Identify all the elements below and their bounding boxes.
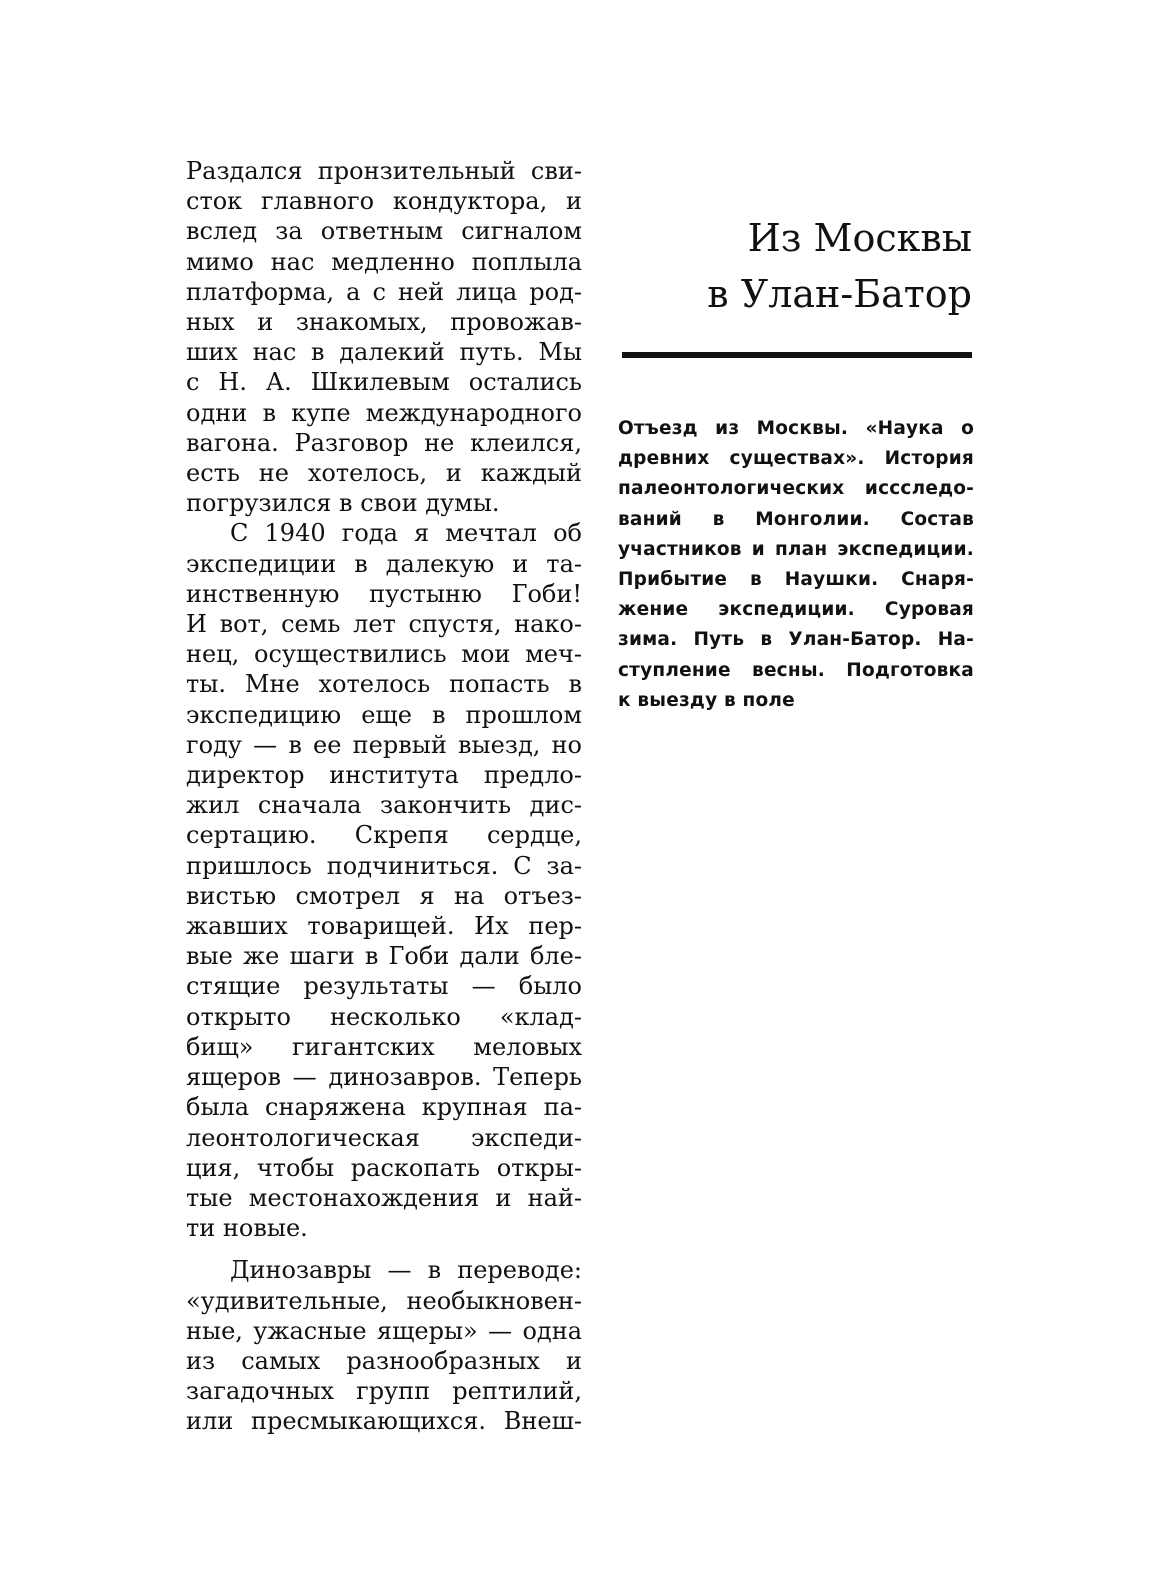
text-line: вистью смотрел я на отъез- [186, 881, 582, 910]
text-line: нец, осуществились мои меч- [186, 640, 582, 669]
text-line: вслед за ответным сигналом [186, 217, 582, 246]
chapter-title-line-2: в Улан-Батор [707, 272, 972, 316]
text-line: погрузился в свои думы. [186, 489, 500, 518]
text-line: ти новые. [186, 1214, 308, 1243]
chapter-title [622, 210, 972, 322]
chapter-title-line-1: Из Москвы [747, 216, 972, 260]
summary-line: участников и план экспедиции. [618, 538, 974, 560]
text-line: стящие результаты — было [186, 972, 582, 1001]
paragraph-2 [186, 518, 582, 1243]
text-line: экспедицию еще в прошлом [186, 700, 582, 729]
text-line: ные, ужасные ящеры» — одна [186, 1316, 582, 1345]
summary-line: к выезду в поле [618, 689, 795, 711]
text-line: инственную пустыню Гоби! [186, 579, 582, 608]
summary-line: древних существах». История [618, 448, 974, 470]
text-line: ших нас в далекий путь. Мы [186, 338, 582, 367]
text-line: тые местонахождения и най- [186, 1183, 582, 1212]
text-line: или пресмыкающихся. Внеш- [186, 1407, 582, 1436]
text-line: была снаряжена крупная па- [186, 1093, 582, 1122]
main-text-column [186, 156, 582, 1437]
text-line: мимо нас медленно поплыла [186, 247, 582, 276]
title-divider [622, 352, 972, 358]
text-line: сертацию. Скрепя сердце, [186, 821, 582, 850]
text-line: из самых разнообразных и [186, 1346, 582, 1375]
summary-line: ваний в Монголии. Состав [618, 508, 974, 530]
text-line: ты. Мне хотелось попасть в [186, 670, 582, 699]
text-line: году — в ее первый выезд, но [186, 730, 582, 759]
summary-line: зима. Путь в Улан-Батор. На- [618, 629, 974, 651]
text-line: «удивительные, необыкновен- [186, 1286, 582, 1315]
text-line: С 1940 года я мечтал об [230, 519, 582, 548]
text-line: пришлось подчиниться. С за- [186, 851, 582, 880]
text-line: сток главного кондуктора, и [186, 187, 582, 216]
text-line: ция, чтобы раскопать откры- [186, 1153, 582, 1182]
text-line: Динозавры — в переводе: [230, 1256, 582, 1285]
paragraph-1 [186, 156, 582, 518]
text-line: платформа, а с ней лица род- [186, 277, 582, 306]
text-line: с Н. А. Шкилевым остались [186, 368, 582, 397]
text-line: Раздался пронзительный сви- [186, 157, 582, 185]
text-line: ящеров — динозавров. Теперь [186, 1063, 582, 1092]
text-line: загадочных групп рептилий, [186, 1377, 582, 1406]
summary-line: палеонтологических иссследо- [618, 478, 974, 500]
summary-line: ступление весны. Подготовка [618, 659, 974, 681]
paragraph-3 [186, 1255, 582, 1436]
summary-line: Отъезд из Москвы. «Наука о [618, 418, 974, 439]
text-line: вые же шаги в Гоби дали бле- [186, 942, 582, 971]
text-line: вагона. Разговор не клеился, [186, 428, 582, 457]
text-line: И вот, семь лет спустя, нако- [186, 610, 582, 639]
chapter-summary [618, 414, 974, 716]
text-line: открыто несколько «клад- [186, 1002, 582, 1031]
summary-line: жение экспедиции. Суровая [618, 599, 974, 621]
summary-line: Прибытие в Наушки. Снаря- [618, 569, 974, 591]
text-line: есть не хотелось, и каждый [186, 459, 582, 488]
text-line: экспедиции в далекую и та- [186, 549, 582, 578]
text-line: жавших товарищей. Их пер- [186, 912, 582, 941]
text-line: бищ» гигантских меловых [186, 1032, 582, 1061]
text-line: леонтологическая экспеди- [186, 1123, 582, 1152]
text-line: директор института предло- [186, 761, 582, 790]
text-line: жил сначала закончить дис- [186, 791, 582, 820]
text-line: ных и знакомых, провожав- [186, 308, 582, 337]
text-line: одни в купе международного [186, 398, 582, 427]
